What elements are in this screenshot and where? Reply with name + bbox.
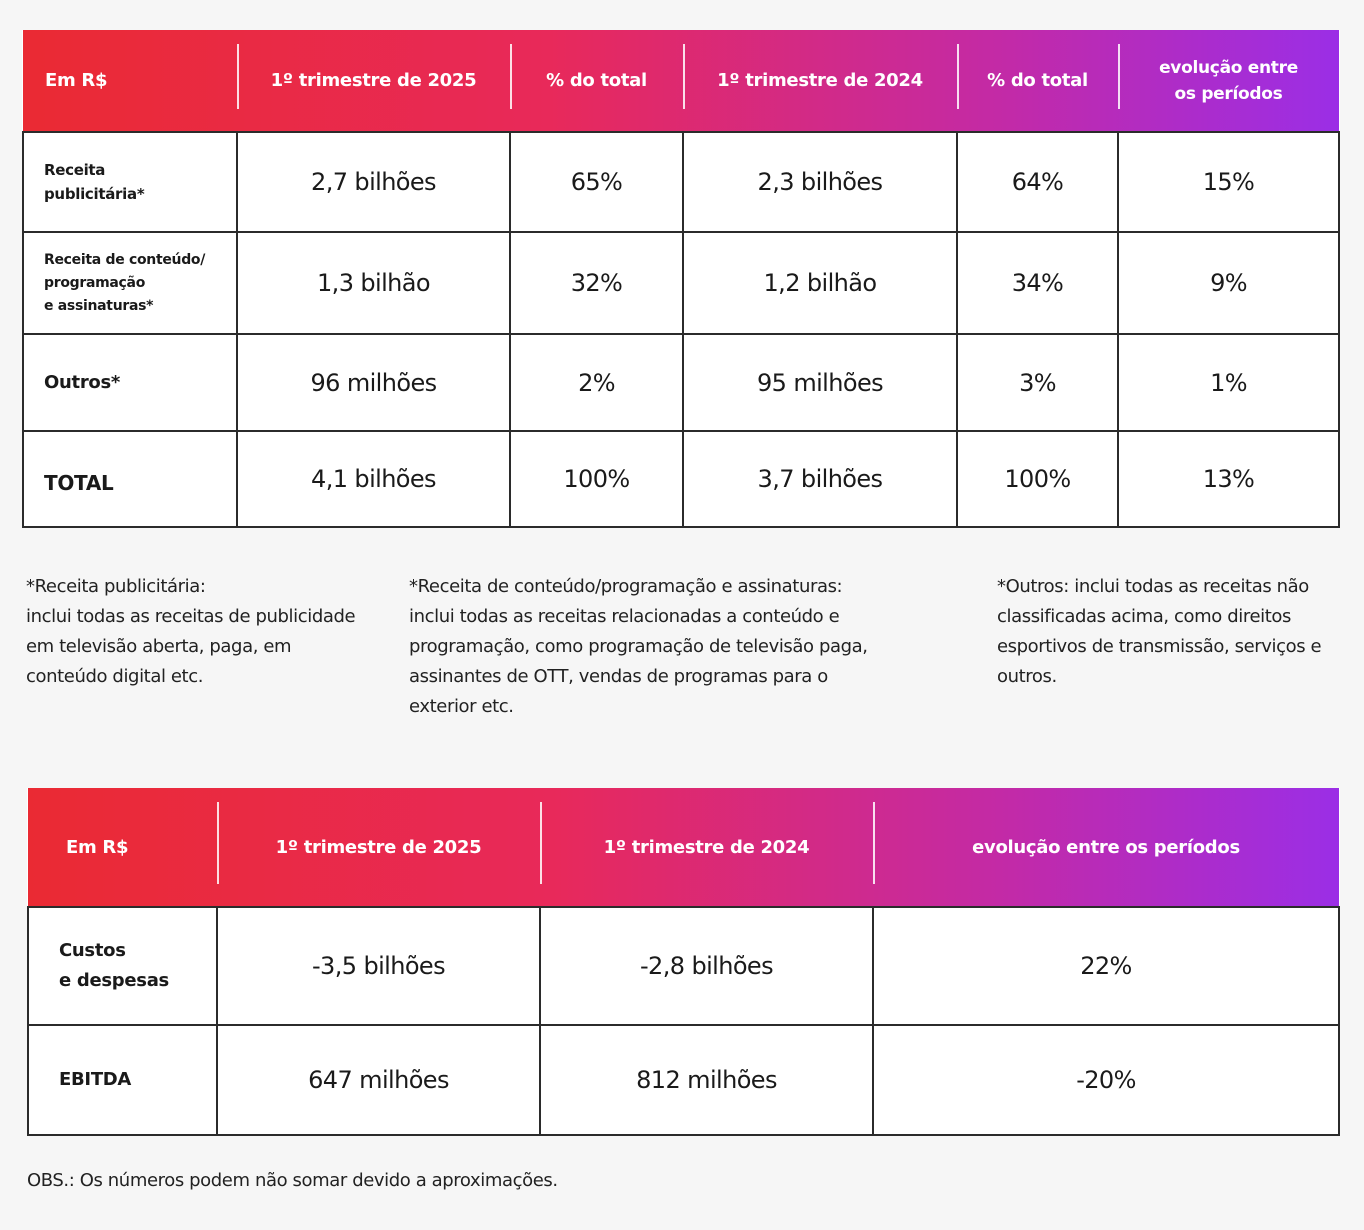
header-q1-2024: 1º trimestre de 2024 [683, 30, 957, 132]
cell-q1-2024: 3,7 bilhões [683, 431, 957, 527]
row-label [28, 1025, 217, 1135]
header-currency: Em R$ [45, 70, 108, 91]
header-pct-2025: % do total [510, 30, 683, 132]
cell-pct-2024: 64% [957, 132, 1118, 232]
note-body: *Outros: inclui todas as receitas não classificadas acima, como direitos esportivos de transmissão, serviços e outros. [997, 576, 1322, 687]
costs-table-header [28, 788, 1339, 907]
row-label [23, 431, 237, 527]
header-q1-2025: 1º trimestre de 2025 [217, 788, 540, 907]
cell-q1-2025: 1,3 bilhão [237, 232, 510, 334]
row-label-line: publicitária* [44, 185, 145, 203]
header-q1-2024: 1º trimestre de 2024 [540, 788, 873, 907]
header-evolution: evolução entre os períodos [1118, 30, 1339, 132]
cell-q1-2025: 647 milhões [217, 1025, 540, 1135]
cell-pct-2025: 32% [510, 232, 683, 334]
row-label [23, 132, 237, 232]
note-title: *Receita publicitária: [26, 576, 206, 597]
table-row [28, 907, 1339, 1025]
cell-evolution: 1% [1118, 334, 1339, 431]
note-others [997, 572, 1352, 692]
footnote: OBS.: Os números podem não somar devido a aproximações. [27, 1170, 558, 1191]
cell-q1-2024: 1,2 bilhão [683, 232, 957, 334]
cell-pct-2025: 65% [510, 132, 683, 232]
note-title: *Receita de conteúdo/programação e assinaturas: [409, 576, 843, 597]
cell-evolution: -20% [873, 1025, 1339, 1135]
cell-q1-2025: 96 milhões [237, 334, 510, 431]
header-currency: Em R$ [66, 836, 129, 858]
costs-table [27, 788, 1340, 1136]
table-row [23, 431, 1339, 527]
table-row [23, 132, 1339, 232]
table-row [23, 334, 1339, 431]
header-pct-2024: % do total [957, 30, 1118, 132]
header-q1-2025: 1º trimestre de 2025 [237, 30, 510, 132]
header-evolution: evolução entre os períodos [873, 788, 1339, 907]
cell-q1-2024: -2,8 bilhões [540, 907, 873, 1025]
cell-evolution: 13% [1118, 431, 1339, 527]
row-label [23, 232, 237, 334]
cell-evolution: 9% [1118, 232, 1339, 334]
cell-pct-2024: 34% [957, 232, 1118, 334]
note-body: inclui todas as receitas de publicidade em televisão aberta, paga, em conteúdo digital etc. [26, 606, 356, 687]
row-label-line: TOTAL [44, 471, 114, 495]
row-label [23, 334, 237, 431]
cell-q1-2025: -3,5 bilhões [217, 907, 540, 1025]
cell-q1-2024: 95 milhões [683, 334, 957, 431]
note-content [409, 572, 929, 722]
cell-evolution: 15% [1118, 132, 1339, 232]
row-label-line: programação [44, 274, 146, 291]
cell-pct-2025: 2% [510, 334, 683, 431]
row-label-line: Receita [44, 161, 106, 179]
cell-evolution: 22% [873, 907, 1339, 1025]
table-row [23, 232, 1339, 334]
row-label-line: e assinaturas* [44, 297, 154, 314]
revenue-table-header [23, 30, 1339, 132]
note-advertising [26, 572, 366, 692]
revenue-table [22, 30, 1340, 528]
note-body: inclui todas as receitas relacionadas a conteúdo e programação, como programação de televisão paga, assinantes de OTT, vendas de programas para o exterior etc. [409, 606, 868, 717]
cell-q1-2024: 2,3 bilhões [683, 132, 957, 232]
row-label-line: EBITDA [59, 1069, 132, 1090]
row-label-line: Outros* [44, 371, 120, 393]
cell-pct-2025: 100% [510, 431, 683, 527]
cell-q1-2025: 2,7 bilhões [237, 132, 510, 232]
row-label-line: Receita de conteúdo/ [44, 251, 206, 268]
table-row [28, 1025, 1339, 1135]
cell-q1-2025: 4,1 bilhões [237, 431, 510, 527]
cell-q1-2024: 812 milhões [540, 1025, 873, 1135]
cell-pct-2024: 100% [957, 431, 1118, 527]
cell-pct-2024: 3% [957, 334, 1118, 431]
row-label-line: Custos [59, 940, 126, 961]
row-label [28, 907, 217, 1025]
row-label-line: e despesas [59, 970, 169, 991]
